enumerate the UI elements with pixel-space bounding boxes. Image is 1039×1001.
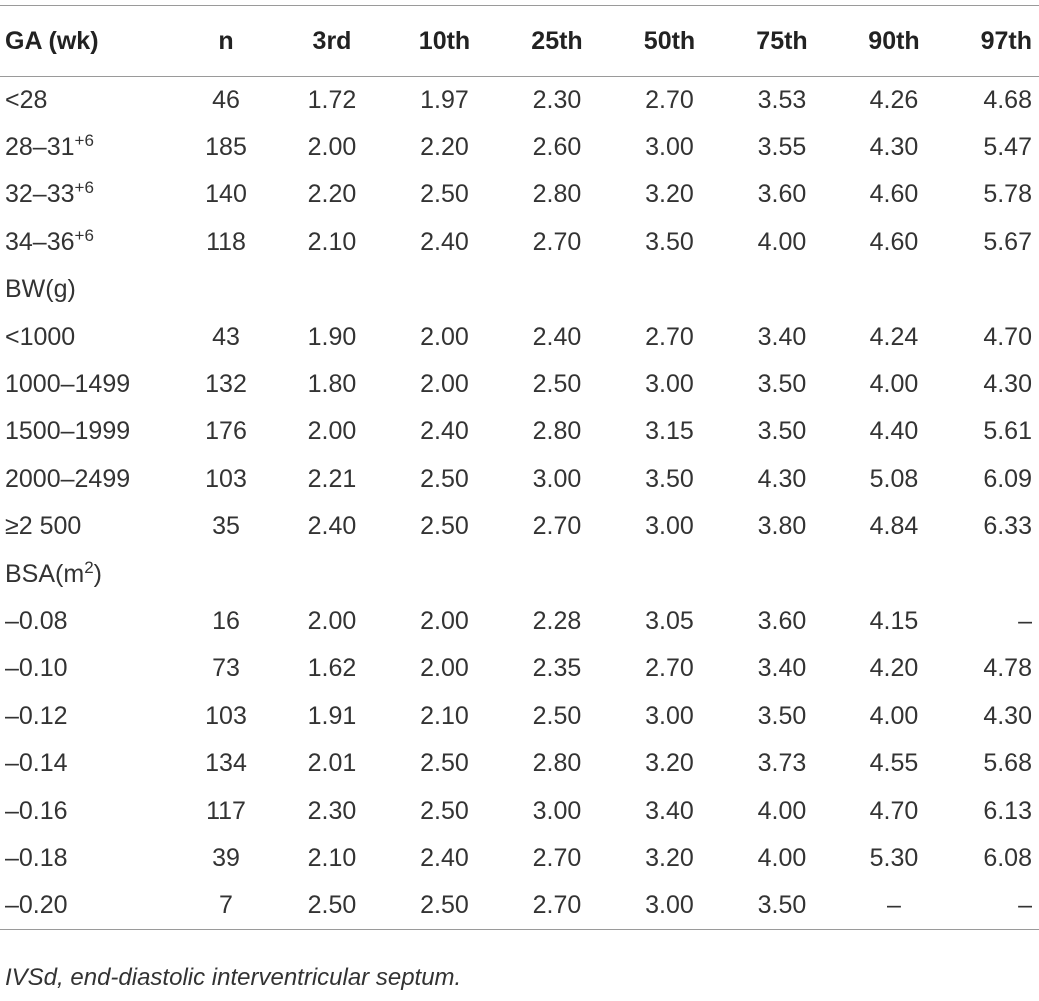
table-cell: 3.50 bbox=[757, 417, 807, 446]
row-label: –0.14 bbox=[5, 749, 68, 778]
table-cell: 3.00 bbox=[532, 464, 582, 493]
table-cell: 2.00 bbox=[420, 322, 469, 351]
row-label: 1000–1499 bbox=[5, 370, 131, 399]
table-cell: 2.10 bbox=[307, 227, 357, 256]
table-cell: 6.33 bbox=[983, 512, 1032, 541]
table-cell: 4.68 bbox=[983, 85, 1032, 114]
column-header: n bbox=[176, 6, 276, 77]
table-cell: 4.24 bbox=[869, 322, 919, 351]
row-label: $34-36^{+6}$ bbox=[5, 225, 94, 256]
row-label: $BSA(m^2)$ bbox=[5, 557, 102, 588]
table-cell: 4.30 bbox=[983, 370, 1032, 399]
column-header: 97th bbox=[950, 6, 1039, 77]
table-cell bbox=[838, 550, 950, 597]
table-cell: 5.30 bbox=[869, 843, 919, 872]
table-cell: 6.09 bbox=[983, 464, 1032, 493]
table-cell: 1.97 bbox=[420, 85, 469, 114]
row-label: $32-33^{+6}$ bbox=[5, 178, 94, 209]
table-cell: 2.50 bbox=[420, 464, 469, 493]
table-cell: 4.70 bbox=[983, 322, 1032, 351]
table-cell: 118 bbox=[206, 227, 246, 256]
table-cell: 1.91 bbox=[307, 701, 357, 730]
table-cell bbox=[501, 266, 613, 313]
table-row bbox=[0, 787, 1039, 834]
table-cell bbox=[388, 550, 501, 597]
table-row bbox=[0, 598, 1039, 645]
row-label: –0.18 bbox=[5, 843, 68, 872]
table-row bbox=[0, 171, 1039, 218]
table-cell: 2.00 bbox=[307, 133, 357, 162]
table-cell: 3.00 bbox=[645, 370, 694, 399]
table-cell: 2.50 bbox=[532, 370, 582, 399]
table-cell: 3.00 bbox=[645, 701, 694, 730]
table-cell: 73 bbox=[212, 654, 240, 683]
table-cell: 2.00 bbox=[307, 417, 357, 446]
table-cell: 3.15 bbox=[645, 417, 694, 446]
table-cell: 176 bbox=[205, 417, 247, 446]
table-cell: 4.00 bbox=[869, 370, 919, 399]
row-label: 2000–2499 bbox=[5, 464, 131, 493]
table-cell: 4.30 bbox=[983, 701, 1032, 730]
row-label: $28-31^{+6}$ bbox=[5, 131, 94, 162]
table-cell: 2.40 bbox=[307, 512, 357, 541]
table-cell: 3.50 bbox=[757, 370, 807, 399]
table-cell: 2.60 bbox=[532, 133, 582, 162]
table-cell: 2.00 bbox=[420, 606, 469, 635]
column-header: 90th bbox=[838, 6, 950, 77]
table-cell: 4.55 bbox=[869, 749, 919, 778]
table-cell: 2.40 bbox=[420, 227, 469, 256]
table-row bbox=[0, 408, 1039, 455]
table-cell: 2.70 bbox=[645, 654, 694, 683]
table-cell bbox=[276, 266, 388, 313]
table-cell: 2.20 bbox=[307, 180, 357, 209]
table-row bbox=[0, 266, 1039, 313]
table-row bbox=[0, 503, 1039, 550]
table-row bbox=[0, 645, 1039, 692]
table-cell: 134 bbox=[205, 749, 247, 778]
table-cell: 2.01 bbox=[307, 749, 357, 778]
table-cell: 103 bbox=[205, 701, 247, 730]
table-cell: 103 bbox=[205, 464, 247, 493]
table-cell: 3.05 bbox=[645, 606, 694, 635]
percentile-table bbox=[0, 5, 1039, 930]
table-cell: – bbox=[950, 882, 1039, 929]
table-cell: – bbox=[838, 882, 950, 929]
table-cell bbox=[613, 266, 726, 313]
table-cell: 3.50 bbox=[645, 464, 694, 493]
table-cell: 2.70 bbox=[532, 843, 582, 872]
table-cell: 4.60 bbox=[869, 180, 919, 209]
column-header: 75th bbox=[726, 6, 838, 77]
table-cell: 4.20 bbox=[869, 654, 919, 683]
table-cell: 4.00 bbox=[757, 796, 807, 825]
table-cell: 3.20 bbox=[645, 749, 694, 778]
table-cell: 4.15 bbox=[869, 606, 919, 635]
table-cell: 2.21 bbox=[307, 464, 357, 493]
column-header: 50th bbox=[613, 6, 726, 77]
table-cell: 2.70 bbox=[645, 322, 694, 351]
table-cell: 5.47 bbox=[983, 133, 1032, 162]
table-cell: 2.80 bbox=[532, 749, 582, 778]
table-cell bbox=[726, 266, 838, 313]
table-cell: 4.40 bbox=[869, 417, 919, 446]
table-cell: 2.28 bbox=[532, 606, 582, 635]
table-row bbox=[0, 361, 1039, 408]
table-cell bbox=[950, 550, 1039, 597]
table-cell: 2.30 bbox=[307, 796, 357, 825]
table-cell: 7 bbox=[176, 882, 276, 929]
table-cell: 2.40 bbox=[420, 843, 469, 872]
table-cell: – bbox=[1018, 606, 1032, 635]
table-cell: 2.70 bbox=[532, 512, 582, 541]
table-cell bbox=[501, 550, 613, 597]
table-cell: 3.55 bbox=[757, 133, 807, 162]
table-cell bbox=[726, 550, 838, 597]
row-label: BW(g) bbox=[5, 275, 76, 304]
table-row bbox=[0, 693, 1039, 740]
table-cell: 3.73 bbox=[757, 749, 807, 778]
table-cell: 5.68 bbox=[983, 749, 1032, 778]
row-label: 1500–1999 bbox=[5, 417, 131, 446]
table-cell: 4.00 bbox=[869, 701, 919, 730]
table-cell: 2.70 bbox=[532, 227, 582, 256]
table-cell: 3.00 bbox=[645, 512, 694, 541]
table-cell: 2.00 bbox=[420, 370, 469, 399]
table-row bbox=[0, 456, 1039, 503]
table-row bbox=[0, 835, 1039, 882]
table-cell: 2.40 bbox=[420, 417, 469, 446]
table-cell: 5.78 bbox=[983, 180, 1032, 209]
table-cell: 2.50 bbox=[420, 749, 469, 778]
table-cell: 2.70 bbox=[501, 882, 613, 929]
table-row bbox=[0, 77, 1039, 124]
table-cell: 16 bbox=[212, 606, 240, 635]
table-cell: 3.40 bbox=[645, 796, 694, 825]
table-cell: 4.78 bbox=[983, 654, 1032, 683]
table-cell: 2.20 bbox=[420, 133, 469, 162]
table-cell: 2.00 bbox=[307, 606, 357, 635]
row-label: <1000 bbox=[5, 322, 76, 351]
table-cell: 3.40 bbox=[757, 322, 807, 351]
table-cell bbox=[276, 550, 388, 597]
table-cell: 3.50 bbox=[645, 227, 694, 256]
table-cell: 4.00 bbox=[757, 843, 807, 872]
table-cell: 4.30 bbox=[757, 464, 807, 493]
table-cell: 39 bbox=[212, 843, 240, 872]
table-cell: 3.53 bbox=[757, 85, 807, 114]
table-cell: 1.72 bbox=[307, 85, 357, 114]
table-cell: 2.40 bbox=[532, 322, 582, 351]
table-cell: 3.00 bbox=[645, 133, 694, 162]
table-cell: 2.50 bbox=[420, 180, 469, 209]
table-cell: 132 bbox=[205, 370, 247, 399]
table-cell: 2.80 bbox=[532, 417, 582, 446]
table-cell: 3.20 bbox=[645, 180, 694, 209]
table-cell: 3.00 bbox=[613, 882, 726, 929]
table-cell: 3.60 bbox=[757, 606, 807, 635]
row-label: –0.16 bbox=[5, 796, 68, 825]
table-cell: 3.20 bbox=[645, 843, 694, 872]
table-cell: 3.50 bbox=[726, 882, 838, 929]
table-cell: 4.60 bbox=[869, 227, 919, 256]
table-cell: 4.84 bbox=[869, 512, 919, 541]
table-cell: 46 bbox=[212, 85, 240, 114]
table-cell: 140 bbox=[205, 180, 247, 209]
table-cell: 1.62 bbox=[307, 654, 357, 683]
table-cell: 43 bbox=[212, 322, 240, 351]
table-cell bbox=[176, 266, 276, 313]
table-row bbox=[0, 124, 1039, 171]
table-cell: 3.40 bbox=[757, 654, 807, 683]
table-cell: 2.50 bbox=[532, 701, 582, 730]
column-header: GA (wk) bbox=[0, 6, 176, 77]
table-row bbox=[0, 219, 1039, 266]
table-cell: 2.30 bbox=[532, 85, 582, 114]
column-header: 10th bbox=[388, 6, 501, 77]
table-cell: 3.00 bbox=[532, 796, 582, 825]
column-header: 3rd bbox=[276, 6, 388, 77]
table-cell: 2.70 bbox=[645, 85, 694, 114]
table-cell: 2.80 bbox=[532, 180, 582, 209]
row-label: –0.20 bbox=[0, 882, 176, 929]
column-header: 25th bbox=[501, 6, 613, 77]
table-cell: 2.10 bbox=[307, 843, 357, 872]
row-label: –0.10 bbox=[5, 654, 68, 683]
table-cell bbox=[176, 550, 276, 597]
table-cell: 3.60 bbox=[757, 180, 807, 209]
table-cell: 6.13 bbox=[983, 796, 1032, 825]
table-cell: 5.08 bbox=[869, 464, 919, 493]
table-cell: 2.10 bbox=[420, 701, 469, 730]
table-cell: 4.70 bbox=[869, 796, 919, 825]
table-cell bbox=[388, 266, 501, 313]
table-cell: 1.90 bbox=[307, 322, 357, 351]
table-cell: 2.50 bbox=[420, 512, 469, 541]
table-row bbox=[0, 550, 1039, 597]
table-cell: 4.30 bbox=[869, 133, 919, 162]
row-label: <28 bbox=[5, 85, 48, 114]
table-row bbox=[0, 313, 1039, 360]
table-cell bbox=[838, 266, 950, 313]
table-row bbox=[0, 740, 1039, 787]
table-cell bbox=[613, 550, 726, 597]
table-body bbox=[0, 77, 1039, 930]
header-row bbox=[0, 6, 1039, 77]
table-cell: 2.50 bbox=[388, 882, 501, 929]
table-cell: 2.00 bbox=[420, 654, 469, 683]
table-cell: 5.61 bbox=[983, 417, 1032, 446]
table-cell: 2.50 bbox=[420, 796, 469, 825]
table-cell: 117 bbox=[206, 796, 246, 825]
table-cell: 4.00 bbox=[757, 227, 807, 256]
table-cell: 185 bbox=[205, 133, 247, 162]
table-cell: 35 bbox=[212, 512, 240, 541]
table-cell: 2.50 bbox=[276, 882, 388, 929]
table-cell: 5.67 bbox=[983, 227, 1032, 256]
row-label: –0.08 bbox=[5, 606, 68, 635]
table-row bbox=[0, 882, 1039, 929]
table-cell: 6.08 bbox=[983, 843, 1032, 872]
footnote: IVSd, end-diastolic interventricular septum. bbox=[5, 964, 462, 991]
table-cell: 4.26 bbox=[869, 85, 919, 114]
row-label: ≥2 500 bbox=[5, 512, 82, 541]
table-cell: 1.80 bbox=[307, 370, 357, 399]
table-cell: 2.35 bbox=[532, 654, 582, 683]
table-cell bbox=[950, 266, 1039, 313]
table-cell: 3.50 bbox=[757, 701, 807, 730]
table-cell: 3.80 bbox=[757, 512, 807, 541]
row-label: –0.12 bbox=[5, 701, 68, 730]
